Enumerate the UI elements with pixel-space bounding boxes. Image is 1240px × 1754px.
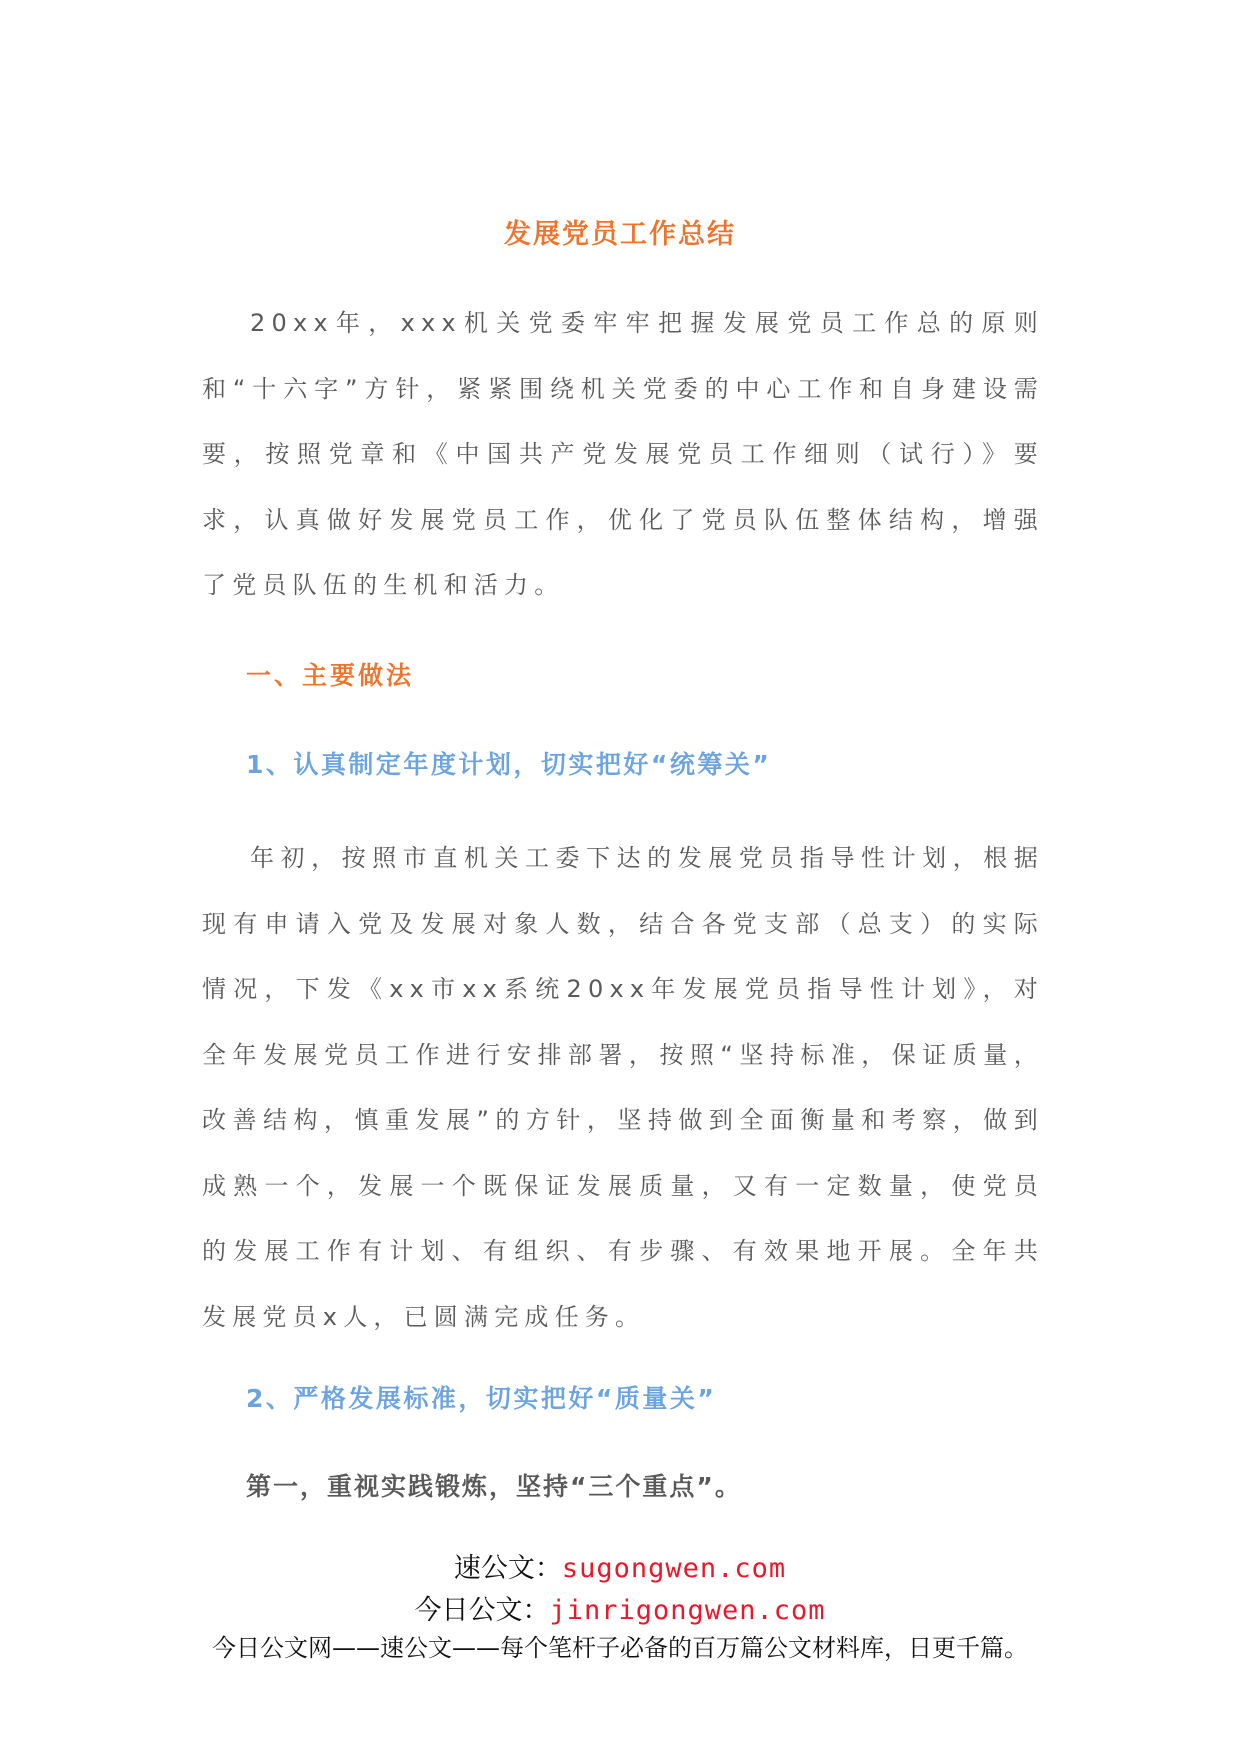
footer-jinrigongwen-label: 今日公文： <box>414 1595 550 1626</box>
section-heading-main-methods: 一、主要做法 <box>246 661 415 690</box>
footer-jinrigongwen-link[interactable]: jinrigongwen.com <box>549 1595 826 1626</box>
footer-sugongwen-line <box>0 1546 1240 1585</box>
subsection-heading-quality: 2、严格发展标准，切实把好“质量关” <box>246 1384 717 1413</box>
footer-jinrigongwen-line <box>0 1588 1240 1627</box>
document-title: 发展党员工作总结 <box>504 219 736 250</box>
point-heading-practice: 第一，重视实践锻炼，坚持“三个重点”。 <box>246 1472 742 1501</box>
subsection-heading-annual-plan: 1、认真制定年度计划，切实把好“统筹关” <box>246 750 772 779</box>
annual-plan-paragraph: 年初，按照市直机关工委下达的发展党员指导性计划，根据现有申请入党及发展对象人数，结合各党支部（总支）的实际情况，下发《xx市xx系统20xx年发展党员指导性计划》，对全年发展党员工作进行安排部署，按照“坚持标准，保证质量，改善结构，慎重发展”的方针，坚持做到全面衡量和考察，做到成熟一个，发展一个既保证发展质量，又有一定数量，使党员的发展工作有计划、有组织、有步骤、有效果地开展。全年共发展党员x人，已圆满完成任务。 <box>202 844 1044 1331</box>
footer-sugongwen-link[interactable]: sugongwen.com <box>561 1553 787 1584</box>
intro-paragraph: 20xx年，xxx机关党委牢牢把握发展党员工作总的原则和“十六字”方针，紧紧围绕机关党委的中心工作和自身建设需要，按照党章和《中国共产党发展党员工作细则（试行）》要求，认真做好发展党员工作，优化了党员队伍整体结构，增强了党员队伍的生机和活力。 <box>202 309 1044 599</box>
footer-slogan: 今日公文网——速公文——每个笔杆子必备的百万篇公文材料库，日更千篇。 <box>212 1634 1028 1662</box>
footer-sugongwen-label: 速公文： <box>453 1553 562 1584</box>
